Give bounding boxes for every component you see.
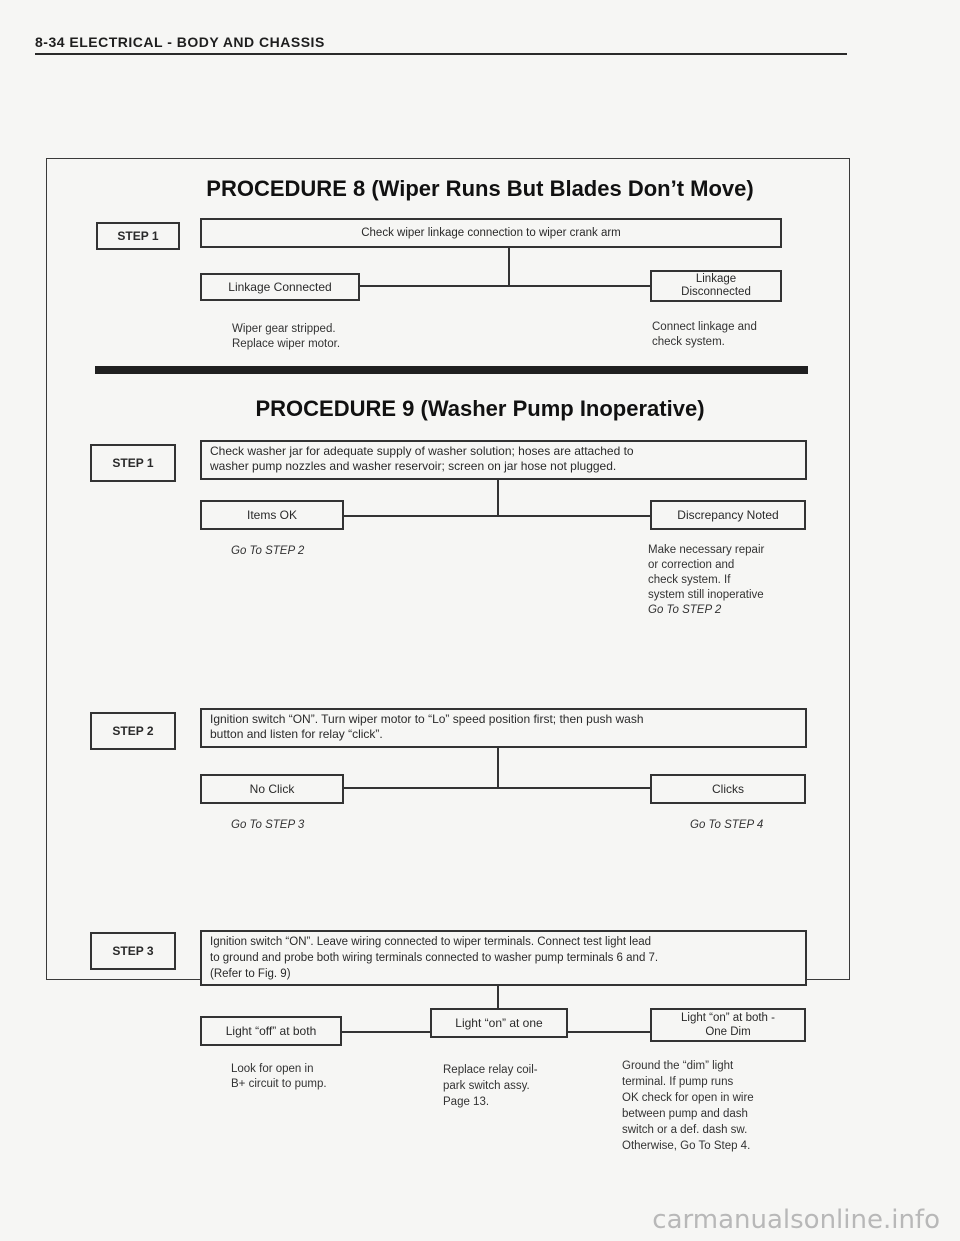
proc9-step1-check-box <box>200 440 807 480</box>
proc9-no-click <box>200 774 344 804</box>
proc9-discrepancy-noted <box>650 500 806 530</box>
proc8-check-box <box>200 218 782 248</box>
proc9-step3-check-line: to ground and probe both wiring terminals connected to washer pump terminals 6 and 7. <box>210 952 659 964</box>
proc8-connector-horizontal <box>360 285 650 287</box>
proc9-step3-note2-line: Replace relay coil- <box>443 1064 538 1076</box>
proc9-step1-left-note: Go To STEP 2 <box>231 545 305 557</box>
proc9-step1-connector-vertical <box>497 480 499 516</box>
proc9-step2-check-line: button and listen for relay “click”. <box>210 727 383 741</box>
proc8-linkage-connected <box>200 273 360 301</box>
proc9-step2-connector-horizontal <box>344 787 650 789</box>
header-rule <box>35 53 847 55</box>
proc9-step2-check-line: Ignition switch “ON”. Turn wiper motor to “Lo” speed position first; then push wash <box>210 712 644 726</box>
proc8-step1-label: STEP 1 <box>117 229 159 243</box>
proc8-left-note <box>232 322 340 352</box>
proc9-step3-note3-line: Ground the “dim” light <box>622 1060 734 1072</box>
proc9-step1-check-line: washer pump nozzles and washer reservoir; screen on jar hose not plugged. <box>210 459 617 473</box>
proc9-step3-note3-line: between pump and dash <box>622 1108 748 1120</box>
procedure-8-title: PROCEDURE 8 (Wiper Runs But Blades Don’t Move) <box>206 176 754 201</box>
proc9-step3-note3-line: Otherwise, Go To Step 4. <box>622 1140 751 1152</box>
proc9-step1-label: STEP 1 <box>112 456 154 470</box>
proc9-step3-note3-line: terminal. If pump runs <box>622 1076 734 1088</box>
proc9-step3-note2 <box>443 1062 538 1110</box>
proc9-step3-check-line: (Refer to Fig. 9) <box>210 968 291 980</box>
proc9-step3-note1 <box>231 1062 327 1092</box>
proc8-linkage-connected-text: Linkage Connected <box>228 280 332 294</box>
proc9-step3-note3-line: OK check for open in wire <box>622 1092 754 1104</box>
proc9-light-on-both-dim <box>650 1008 806 1042</box>
proc9-light-off-text: Light “off” at both <box>225 1024 317 1038</box>
proc9-step3-connector-vertical <box>497 986 499 1010</box>
proc9-step2-right-note: Go To STEP 4 <box>690 819 764 831</box>
proc9-step2-box <box>90 712 176 750</box>
proc8-left-note-line: Wiper gear stripped. <box>232 323 336 335</box>
proc9-step1-right-note <box>648 543 764 618</box>
proc9-step1-right-note-line: Go To STEP 2 <box>648 604 722 616</box>
proc8-disconnected-line1: Linkage <box>695 273 737 285</box>
proc9-clicks <box>650 774 806 804</box>
proc9-light-on-one <box>430 1008 568 1038</box>
proc9-step3-note3 <box>622 1058 754 1154</box>
proc9-step3-label: STEP 3 <box>112 944 154 958</box>
proc9-step2-label: STEP 2 <box>112 724 154 738</box>
proc9-step1-connector-horizontal <box>344 515 650 517</box>
proc9-step3-note3-line: switch or a def. dash sw. <box>622 1124 748 1136</box>
proc9-step3-box <box>90 932 176 970</box>
proc8-right-note-line: check system. <box>652 336 725 348</box>
proc9-step2-connector-vertical <box>497 748 499 788</box>
proc9-step2-left-note: Go To STEP 3 <box>231 819 305 831</box>
proc9-items-ok-text: Items OK <box>246 508 297 522</box>
proc8-left-note-line: Replace wiper motor. <box>232 338 341 350</box>
proc9-step3-note2-line: park switch assy. <box>443 1080 530 1092</box>
proc8-right-note <box>652 320 757 350</box>
proc8-check-text: Check wiper linkage connection to wiper crank arm <box>361 227 621 239</box>
proc9-step1-right-note-line: system still inoperative <box>648 589 764 601</box>
proc9-light-on-both-line1: Light “on” at both - <box>681 1012 775 1024</box>
proc9-step3-check-box <box>200 930 807 986</box>
proc9-step3-check-line: Ignition switch “ON”. Leave wiring connected to wiper terminals. Connect test light lead <box>210 936 652 948</box>
proc9-light-off-both <box>200 1016 342 1046</box>
watermark: carmanualsonline.info <box>652 1205 940 1235</box>
section-divider-band <box>95 366 808 374</box>
proc8-disconnected-line2: Disconnected <box>681 286 751 298</box>
proc8-linkage-disconnected <box>650 270 782 302</box>
proc9-step1-check-line: Check washer jar for adequate supply of washer solution; hoses are attached to <box>210 444 634 458</box>
proc8-connector-vertical <box>508 248 510 286</box>
page-header: 8-34 ELECTRICAL - BODY AND CHASSIS <box>35 34 325 50</box>
proc9-no-click-text: No Click <box>249 782 295 796</box>
proc9-step3-connector-left <box>342 1031 430 1033</box>
proc9-step1-right-note-line: check system. If <box>648 574 731 586</box>
proc9-step1-right-note-line: or correction and <box>648 559 735 571</box>
proc9-items-ok <box>200 500 344 530</box>
proc9-light-on-one-text: Light “on” at one <box>455 1016 543 1030</box>
proc9-discrepancy-text: Discrepancy Noted <box>677 508 779 522</box>
proc9-step2-check-box <box>200 708 807 748</box>
proc9-step1-box <box>90 444 176 482</box>
proc8-right-note-line: Connect linkage and <box>652 321 757 333</box>
proc9-step3-connector-right <box>568 1031 650 1033</box>
proc9-light-on-both-line2: One Dim <box>705 1026 751 1038</box>
proc9-step3-note2-line: Page 13. <box>443 1096 490 1108</box>
procedure-9-title: PROCEDURE 9 (Washer Pump Inoperative) <box>255 396 705 421</box>
proc9-clicks-text: Clicks <box>712 782 744 796</box>
proc9-step3-note1-line: B+ circuit to pump. <box>231 1078 327 1090</box>
proc9-step3-note1-line: Look for open in <box>231 1063 314 1075</box>
proc8-step1-box <box>96 222 180 250</box>
proc9-step1-right-note-line: Make necessary repair <box>648 544 765 556</box>
